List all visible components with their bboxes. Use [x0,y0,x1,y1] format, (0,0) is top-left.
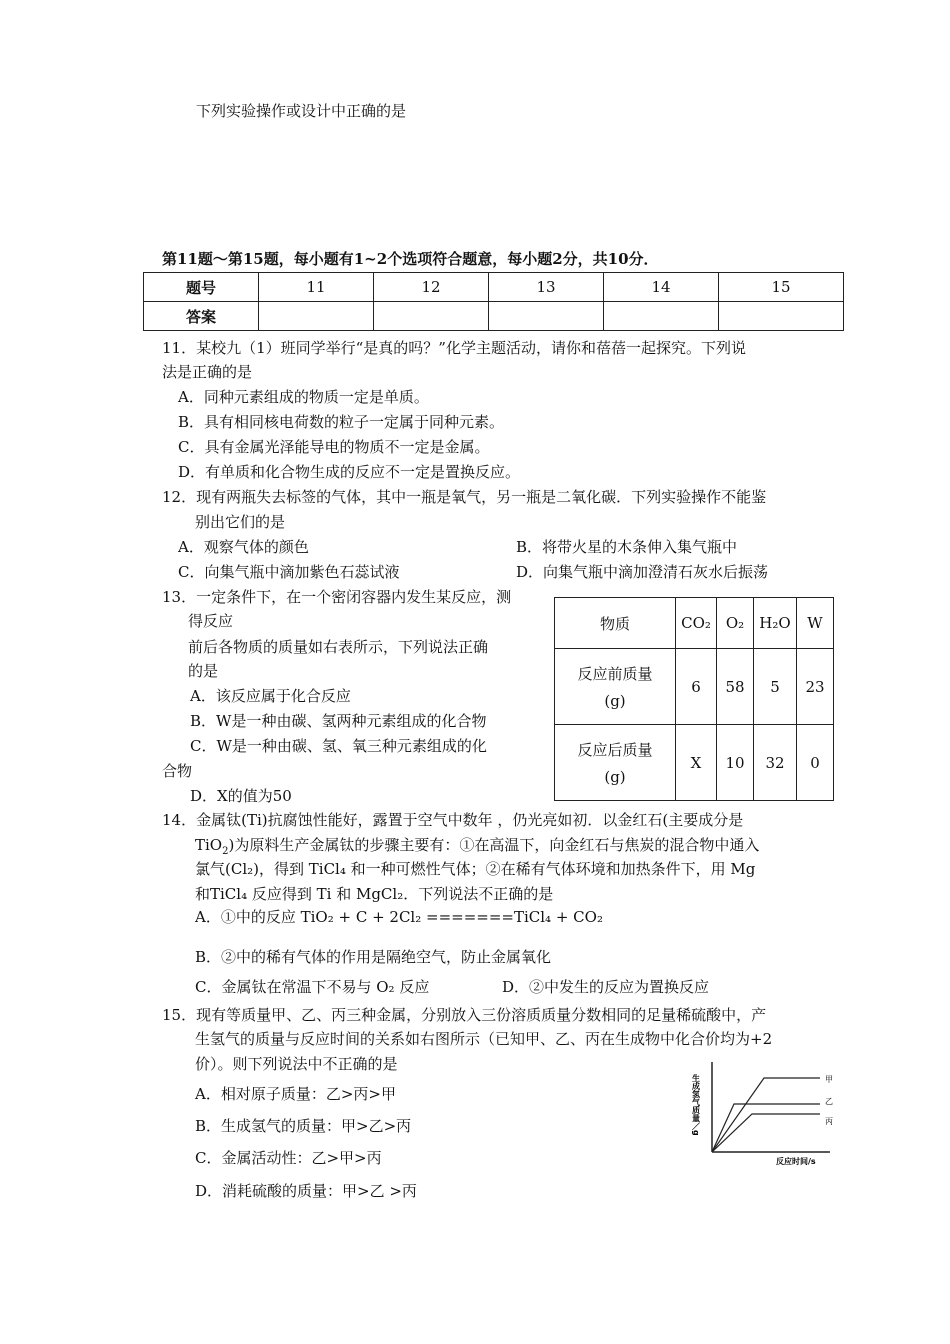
tio2-subscript: 2 [222,846,229,857]
answer-table-header-row [144,273,844,302]
q13-option-c-line2: 合物 [162,762,193,780]
col-15: 15 [719,273,844,302]
q11-option-c: C．具有金属光泽能导电的物质不一定是金属。 [178,438,490,456]
answer-cell[interactable] [259,302,374,331]
answer-table-answer-row [144,302,844,331]
q13-option-c-line1: C．W是一种由碳、氢、氧三种元素组成的化 [190,737,487,755]
q15-stem-line2: 生氢气的质量与反应时间的关系如右图所示（已知甲、乙、丙在生成物中化合价均为+2 [195,1030,773,1048]
q11-stem-line2: 法是正确的是 [162,363,253,381]
answer-cell[interactable] [374,302,489,331]
q13-stem-line4: 的是 [188,662,219,680]
after-o2: 10 [717,725,754,801]
q13-stem-line2: 得反应 [188,612,234,630]
header-o2: O₂ [717,598,754,649]
q12-option-b: B．将带火星的木条伸入集气瓶中 [516,538,738,556]
after-w: 0 [797,725,834,801]
header-h2o: H₂O [754,598,797,649]
q11-option-b: B．具有相同核电荷数的粒子一定属于同种元素。 [178,413,505,431]
intro-text: 下列实验操作或设计中正确的是 [196,102,407,120]
label-before [555,649,676,725]
q14-stem-line4: 和TiCl₄ 反应得到 Ti 和 MgCl₂．下列说法不正确的是 [195,885,554,903]
q15-option-b: B．生成氢气的质量：甲>乙>丙 [195,1117,412,1135]
q12-stem-line2: 别出它们的是 [195,513,286,531]
after-h2o: 32 [754,725,797,801]
q14-stem-line1: 14．金属钛(Ti)抗腐蚀性能好，露置于空气中数年 ，仍光亮如初．以金红石(主要成分是 [162,811,744,829]
label-after-line2: (g) [604,768,626,786]
series-bing-line [712,1114,820,1152]
after-co2: X [676,725,717,801]
answer-table [143,272,844,331]
q11-stem-line1: 11．某校九（1）班同学举行“是真的吗？”化学主题活动，请你和蓓蓓一起探究。下列说 [162,339,746,357]
mass-table-before-row [555,649,834,725]
q13-option-b: B．W是一种由碳、氢两种元素组成的化合物 [190,712,487,730]
col-11: 11 [259,273,374,302]
q12-option-a: A．观察气体的颜色 [178,538,309,556]
label-after [555,725,676,801]
mass-table-header-row [555,598,834,649]
q14-option-b: B．②中的稀有气体的作用是隔绝空气，防止金属氧化 [195,948,552,966]
q12-option-d: D．向集气瓶中滴加澄清石灰水后振荡 [516,563,769,581]
q13-option-a: A．该反应属于化合反应 [190,687,351,705]
q15-option-d: D．消耗硫酸的质量：甲>乙 >丙 [195,1182,417,1200]
answer-cell[interactable] [719,302,844,331]
before-co2: 6 [676,649,717,725]
mass-table [554,597,834,801]
series-jia-line [712,1078,820,1152]
series-label-jia: 甲 [825,1075,833,1084]
before-h2o: 5 [754,649,797,725]
label-before-line1: 反应前质量 [577,665,653,683]
q12-option-c: C．向集气瓶中滴加紫色石蕊试液 [178,563,400,581]
col-13: 13 [489,273,604,302]
label-answer: 答案 [144,302,259,331]
header-w: W [797,598,834,649]
header-substance: 物质 [555,598,676,649]
label-question-number: 题号 [144,273,259,302]
before-w: 23 [797,649,834,725]
q14-option-d: D．②中发生的反应为置换反应 [502,978,710,996]
q15-option-c: C．金属活动性：乙>甲>丙 [195,1149,382,1167]
q15-stem-line1: 15．现有等质量甲、乙、丙三种金属，分别放入三份溶质质量分数相同的足量稀硫酸中，产 [162,1006,767,1024]
hydrogen-time-graph [690,1052,842,1168]
q14-option-c: C．金属钛在常温下不易与 O₂ 反应 [195,978,430,996]
answer-cell[interactable] [604,302,719,331]
q14-stem-line2-rest: )为原料生产金属钛的步骤主要有：①在高温下，向金红石与焦炭的混合物中通入 [228,836,760,854]
q15-stem-line3: 价）。则下列说法中不正确的是 [195,1055,398,1073]
label-before-line2: (g) [604,692,626,710]
q12-stem-line1: 12．现有两瓶失去标签的气体，其中一瓶是氧气，另一瓶是二氧化碳．下列实验操作不能鉴 [162,488,767,506]
y-axis-label: 生成氢气质量／g [691,1074,701,1136]
series-label-yi: 乙 [825,1097,833,1106]
q11-option-a: A．同种元素组成的物质一定是单质。 [178,388,429,406]
col-12: 12 [374,273,489,302]
q14-option-a: A．①中的反应 TiO₂ + C + 2Cl₂ =======TiCl₄ + CO₂ [195,908,603,926]
section-header: 第11题～第15题，每小题有1~2个选项符合题意，每小题2分，共10分． [162,250,659,268]
header-co2: CO₂ [676,598,717,649]
q14-stem-line3: 氯气(Cl₂)，得到 TiCl₄ 和一种可燃性气体；②在稀有气体环境和加热条件下，用 Mg [195,860,756,878]
mass-table-after-row [555,725,834,801]
series-label-bing: 丙 [825,1117,833,1126]
label-after-line1: 反应后质量 [577,741,653,759]
q15-option-a: A．相对原子质量：乙>丙>甲 [195,1085,396,1103]
q13-option-d: D．X的值为50 [190,787,292,805]
q13-stem-line3: 前后各物质的质量如右表所示，下列说法正确 [188,638,489,656]
q11-option-d: D．有单质和化合物生成的反应不一定是置换反应。 [178,463,521,481]
q13-stem-line1: 13．一定条件下，在一个密闭容器内发生某反应，测 [162,588,512,606]
before-o2: 58 [717,649,754,725]
tio2-text: TiO [195,836,223,854]
x-axis-label: 反应时间/s [776,1157,816,1166]
col-14: 14 [604,273,719,302]
answer-cell[interactable] [489,302,604,331]
